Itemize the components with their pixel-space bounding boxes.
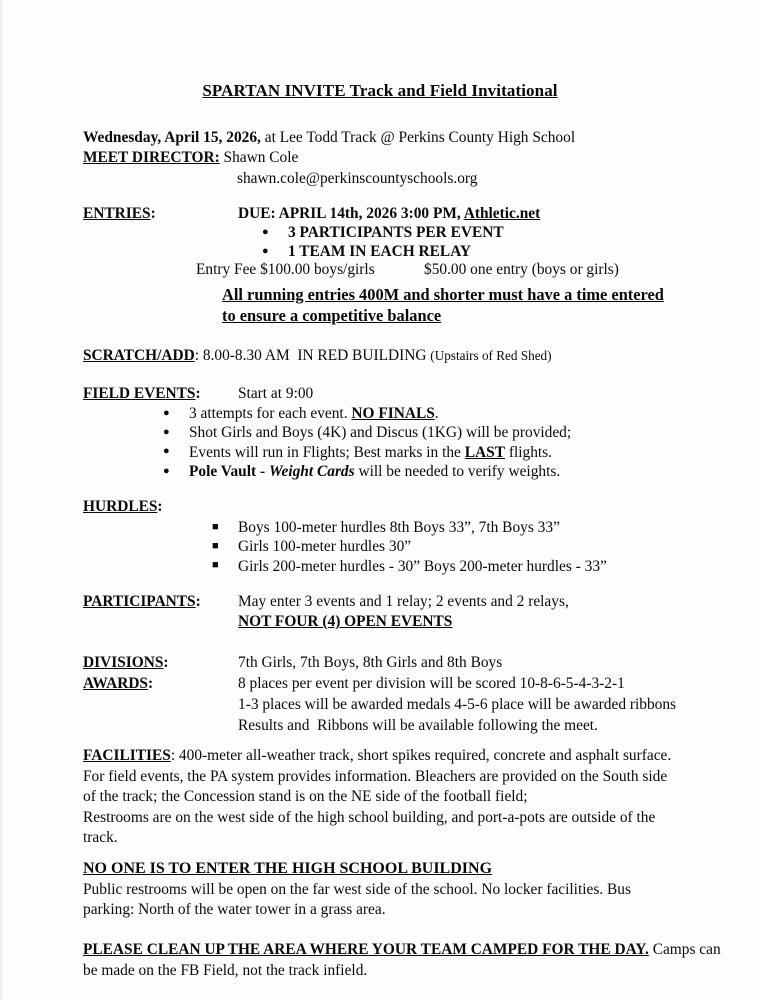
entries-bullet-item: ● 3 PARTICIPANTS PER EVENT	[262, 223, 504, 242]
bullet-post: .	[434, 405, 439, 422]
bullet-emphasis: LAST	[464, 443, 505, 461]
awards-row	[83, 674, 625, 693]
awards-line2: 1-3 places will be awarded medals 4-5-6 place will be awarded ribbons	[238, 696, 677, 713]
bullet-post: will be needed to verify weights.	[354, 463, 561, 481]
entries-time-notice-line1: All running entries 400M and shorter must have a time entered	[222, 285, 664, 304]
hurdles-bullet-list	[212, 518, 607, 576]
entries-due-content	[238, 204, 540, 223]
awards-line3: Results and Ribbons will be available following the meet.	[238, 717, 598, 734]
facilities-line1-rest: : 400-meter all-weather track, short spikes required, concrete and asphalt surface.	[170, 747, 672, 764]
scratch-add-label: SCRATCH/ADD	[83, 347, 195, 364]
participants-rule-line1: May enter 3 events and 1 relay; 2 events and 2 relays,	[238, 593, 569, 610]
divisions-label-colon: :	[163, 654, 169, 671]
bullet-pre: Shot Girls and Boys (4K) and Discus (1KG) will be provided;	[189, 424, 572, 442]
hurdles-heading	[83, 497, 163, 516]
divisions-text: 7th Girls, 7th Boys, 8th Girls and 8th Boys	[238, 654, 503, 671]
awards-label: AWARDS	[83, 675, 148, 692]
hurdles-bullet-item: ■ Girls 100-meter hurdles 30”	[212, 537, 607, 556]
field-events-bullet-item	[163, 443, 571, 462]
participants-rule-line2: NOT FOUR (4) OPEN EVENTS	[238, 613, 453, 630]
meet-director-line	[83, 148, 298, 167]
facilities-line2: For field events, the PA system provides information. Bleachers are provided on the South side	[83, 767, 668, 785]
participants-label: PARTICIPANTS	[83, 593, 196, 610]
entries-bullet-item: ● 1 TEAM IN EACH RELAY	[262, 242, 504, 261]
entries-due-site[interactable]: Athletic.net	[463, 205, 541, 222]
entries-label-colon: :	[150, 205, 156, 222]
scratch-add-line	[83, 346, 552, 365]
hurdles-label: HURDLES	[83, 498, 158, 515]
cleanup-notice-line1	[83, 940, 743, 961]
entries-due-text: DUE: APRIL 14th, 2026 3:00 PM,	[238, 205, 464, 222]
entry-fee-left: Entry Fee $100.00 boys/girls	[196, 261, 375, 278]
participants-label-wrap	[83, 592, 238, 611]
entries-row	[83, 204, 540, 223]
divisions-label-wrap	[83, 653, 238, 672]
page-title-rest: Track and Field Invitational	[345, 81, 558, 100]
building-notice-line1: Public restrooms will be open on the far west side of the school. No locker facilities. Bus	[83, 880, 631, 898]
hurdles-label-colon: :	[157, 498, 163, 515]
facilities-line5: track.	[83, 829, 118, 847]
field-events-label-colon: :	[195, 385, 201, 402]
building-notice-line2: parking: North of the water tower in a grass area.	[83, 901, 386, 919]
building-notice-heading: NO ONE IS TO ENTER THE HIGH SCHOOL BUILDING	[83, 860, 493, 877]
scratch-add-note: (Upstairs of Red Shed)	[430, 348, 552, 363]
entries-bullet-list	[262, 223, 504, 262]
meet-date-line	[83, 128, 575, 147]
field-events-bullet-item	[163, 404, 571, 423]
cleanup-notice-line2: be made on the FB Field, not the track infield.	[83, 961, 368, 979]
meet-director-email[interactable]: shawn.cole@perkinscountyschools.org	[237, 170, 478, 187]
field-events-label-wrap	[83, 384, 238, 403]
bullet-emphasis: NO FINALS	[351, 405, 435, 422]
entries-label: ENTRIES	[83, 205, 151, 222]
awards-label-wrap	[83, 674, 238, 693]
page-title-main: SPARTAN INVITE	[202, 81, 346, 100]
meet-director-label: MEET DIRECTOR:	[83, 149, 220, 166]
divisions-label: DIVISIONS	[83, 654, 164, 671]
entries-label-wrap	[83, 204, 238, 223]
cleanup-notice-block	[83, 940, 743, 981]
facilities-line1	[83, 746, 743, 767]
field-events-row	[83, 384, 313, 403]
divisions-row	[83, 653, 502, 672]
entries-time-notice-line2: to ensure a competitive balance	[222, 306, 442, 325]
facilities-label: FACILITIES	[83, 747, 171, 764]
awards-line1: 8 places per event per division will be scored 10-8-6-5-4-3-2-1	[238, 675, 625, 692]
field-events-bullet-item	[163, 462, 571, 481]
meet-director-name: Shawn Cole	[219, 149, 299, 166]
field-events-start-time: Start at 9:00	[238, 385, 314, 402]
meet-location: at Lee Todd Track @ Perkins County High School	[260, 129, 576, 146]
field-events-bullet-item	[163, 423, 571, 442]
hurdles-bullet-item: ■ Boys 100-meter hurdles 8th Boys 33”, 7th Boys 33”	[212, 518, 607, 537]
scratch-add-text: : 8.00-8.30 AM IN RED BUILDING	[194, 347, 431, 364]
cleanup-notice-heading: PLEASE CLEAN UP THE AREA WHERE YOUR TEAM CAMPED FOR THE DAY.	[83, 941, 649, 958]
cleanup-notice-trailing: Camps can	[648, 941, 721, 958]
facilities-line3: of the track; the Concession stand is on the NE side of the football field;	[83, 788, 528, 806]
meet-date: Wednesday, April 15, 2026,	[83, 129, 261, 146]
bullet-post: flights.	[504, 443, 552, 461]
field-events-label: FIELD EVENTS	[83, 385, 196, 402]
building-notice-block	[83, 859, 743, 921]
participants-label-colon: :	[195, 593, 201, 610]
bullet-pre: Events will run in Flights; Best marks in the	[189, 443, 465, 461]
bullet-pre: 3 attempts for each event.	[189, 405, 352, 422]
entry-fee-right: $50.00 one entry (boys or girls)	[424, 261, 619, 278]
bullet-pre: Pole Vault -	[189, 463, 269, 481]
hurdles-bullet-item: ■ Girls 200-meter hurdles - 30” Boys 200-meter hurdles - 33”	[212, 557, 607, 576]
facilities-paragraph	[83, 746, 743, 849]
facilities-line4: Restrooms are on the west side of the high school building, and port-a-pots are outside of the	[83, 808, 656, 826]
awards-label-colon: :	[148, 675, 154, 692]
participants-row	[83, 592, 569, 611]
field-events-bullet-list	[163, 404, 571, 482]
bullet-emphasis: Weight Cards	[268, 463, 355, 481]
page-title	[0, 81, 760, 101]
